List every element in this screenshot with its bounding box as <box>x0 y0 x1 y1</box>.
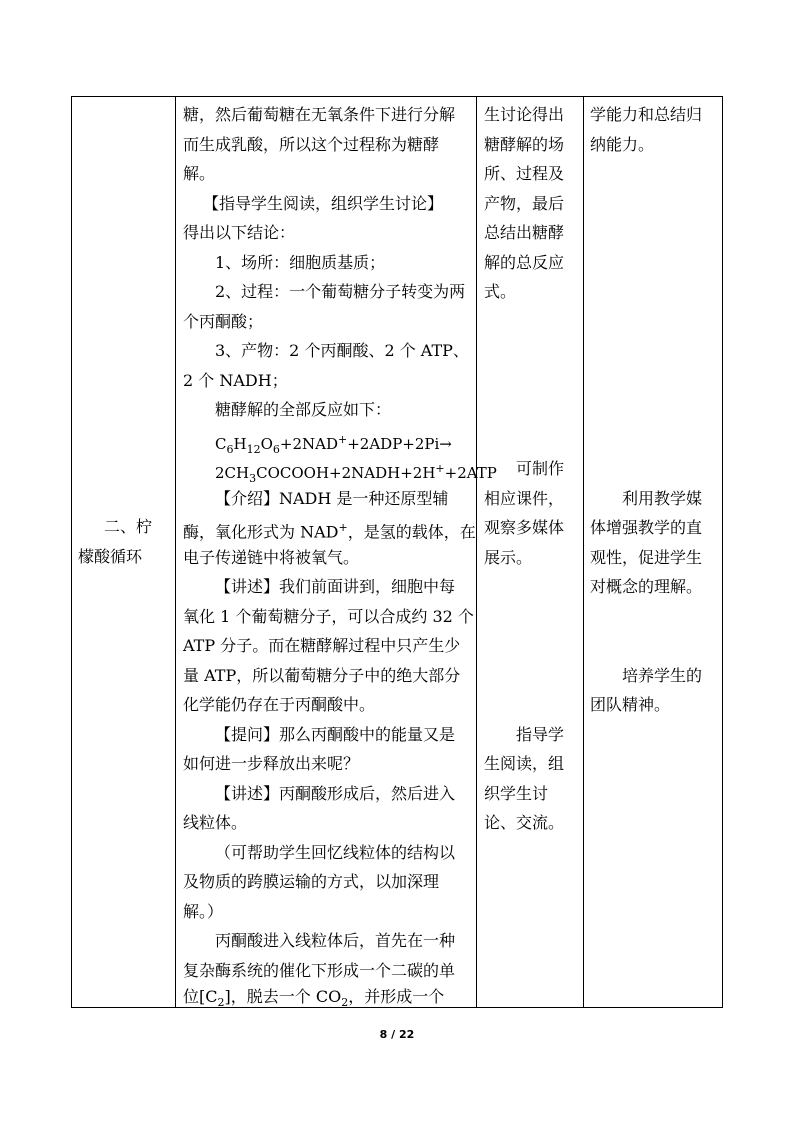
intent-line: 对概念的理解。 <box>590 577 703 596</box>
intent-line: 体增强教学的直 <box>590 518 703 537</box>
content-line: 酶，氧化形式为 NAD+，是氢的载体，在 <box>183 521 476 542</box>
intent-line: 团队精神。 <box>590 695 671 714</box>
intent-line: 培养学生的 <box>622 666 703 685</box>
activity-line: 生讨论得出 <box>484 105 565 124</box>
activity-line: 论、交流。 <box>484 813 565 832</box>
content-line: 及物质的跨膜运输的方式，以加深理 <box>183 872 440 891</box>
activity-line: 相应课件， <box>484 489 565 508</box>
content-line: 【讲述】我们前面讲到，细胞中每 <box>215 577 456 596</box>
content-line: 位$[C_2]$，脱去一个 $CO_2$，并形成一个 <box>183 987 445 1010</box>
content-line: 复杂酶系统的催化下形成一个二碳的单 <box>183 961 456 980</box>
glycolysis-equation-line1: $C_6H_{12}O_6+2NAD^++2ADP+2Pi\to$ <box>215 433 452 456</box>
content-line: 2 个 NADH； <box>183 371 288 390</box>
lesson-table <box>71 96 723 1008</box>
activity-line: 总结出糖酵 <box>484 223 565 242</box>
section-cell <box>72 97 175 1007</box>
activity-line: 可制作 <box>516 459 565 478</box>
activity-line: 观察多媒体 <box>484 518 565 537</box>
content-line: 个丙酮酸； <box>183 312 264 331</box>
content-line: 【指导学生阅读，组织学生讨论】 <box>203 194 444 213</box>
intent-line: 纳能力。 <box>590 135 655 154</box>
activity-line: 所、过程及 <box>484 164 565 183</box>
content-line: 解。 <box>183 164 216 183</box>
content-line: 【提问】那么丙酮酸中的能量又是 <box>215 725 456 744</box>
content-line: 电子传递链中将被氧气。 <box>183 548 360 567</box>
activity-line: 解的总反应 <box>484 253 565 272</box>
content-line: 量 ATP，所以葡萄糖分子中的绝大部分 <box>183 666 461 685</box>
content-line: 3、产物：2 个丙酮酸、2 个 ATP、 <box>215 341 469 360</box>
intent-line: 利用教学媒 <box>622 489 703 508</box>
activity-line: 产物，最后 <box>484 194 565 213</box>
student-activity-cell <box>477 97 583 1007</box>
content-line: 得出以下结论： <box>183 223 296 242</box>
activity-line: 织学生讨 <box>484 784 549 803</box>
content-line: 而生成乳酸，所以这个过程称为糖酵 <box>183 135 440 154</box>
activity-line: 生阅读，组 <box>484 754 565 773</box>
content-line: 1、场所：细胞质基质； <box>215 253 386 272</box>
activity-line: 糖酵解的场 <box>484 135 565 154</box>
content-cell <box>176 97 497 1010</box>
content-line: 解。） <box>183 902 224 921</box>
content-line: 化学能仍存在于丙酮酸中。 <box>183 695 376 714</box>
section-title-line2: 檬酸循环 <box>78 547 143 566</box>
activity-line: 式。 <box>484 282 517 301</box>
content-line: 如何进一步释放出来呢？ <box>183 754 360 773</box>
design-intent-cell <box>584 97 722 1007</box>
content-line: 【介绍】NADH 是一种还原型辅 <box>215 489 449 508</box>
intent-line: 学能力和总结归 <box>590 105 703 124</box>
content-line: ATP 分子。而在糖酵解过程中只产生少 <box>183 636 461 655</box>
activity-line: 指导学 <box>516 725 565 744</box>
content-line: 糖酵解的全部反应如下： <box>215 400 392 419</box>
content-line: 【讲述】丙酮酸形成后，然后进入 <box>215 784 456 803</box>
glycolysis-equation-line2: $2CH_3COCOOH+2NADH+2H^++2ATP$ <box>215 462 497 485</box>
page-number: 8 / 22 <box>379 1028 415 1041</box>
content-line: 氧化 1 个葡萄糖分子，可以合成约 32 个 <box>183 607 474 626</box>
content-line: 糖，然后葡萄糖在无氧条件下进行分解 <box>183 105 456 124</box>
content-line: 2、过程：一个葡萄糖分子转变为两 <box>215 282 466 301</box>
content-line: 线粒体。 <box>183 813 248 832</box>
section-title-line1: 二、柠 <box>104 517 153 536</box>
content-line: 丙酮酸进入线粒体后，首先在一种 <box>215 931 456 950</box>
activity-line: 展示。 <box>484 548 533 567</box>
intent-line: 观性，促进学生 <box>590 548 703 567</box>
content-line: （可帮助学生回忆线粒体的结构以 <box>215 843 456 862</box>
